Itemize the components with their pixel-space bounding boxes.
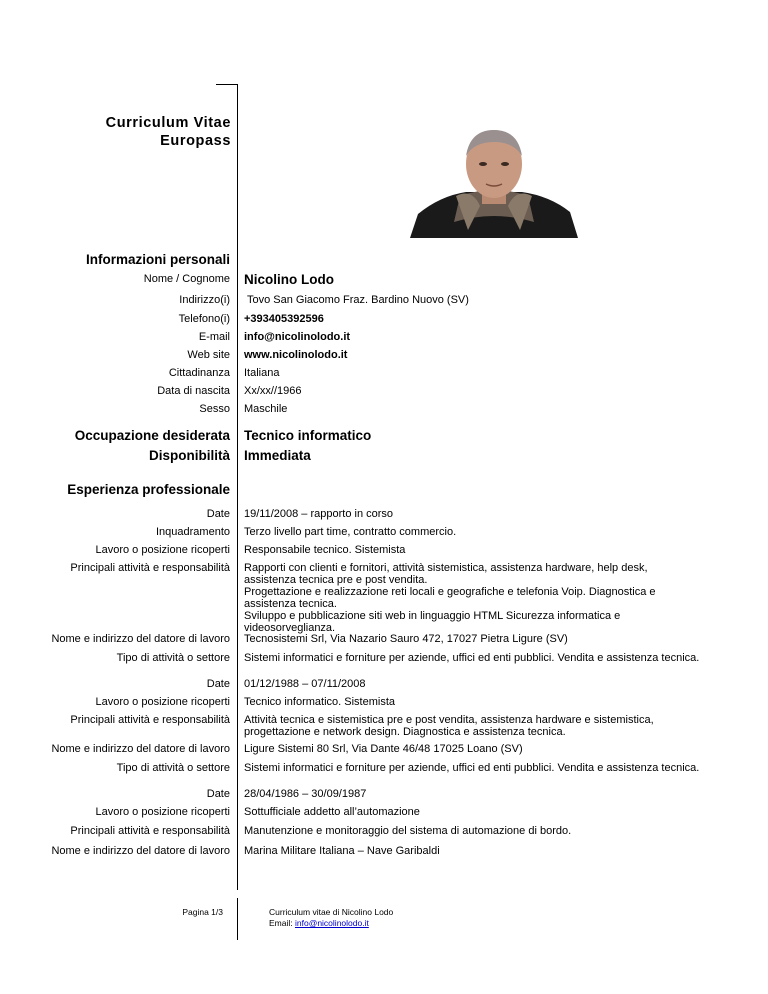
value-phone: +393405392596 <box>244 313 324 325</box>
cv-title-line1: Curriculum Vitae <box>105 115 231 131</box>
job1-employer: Tecnosistemi Srl, Via Nazario Sauro 472, 17027 Pietra Ligure (SV) <box>244 633 568 645</box>
profile-photo <box>410 126 578 238</box>
footer-divider <box>237 898 238 940</box>
job3-employer-label: Nome e indirizzo del datore di lavoro <box>51 845 230 857</box>
job1-date-label: Date <box>206 508 230 520</box>
job1-sector: Sistemi informatici e forniture per aziende, uffici ed enti pubblici. Vendita e assistenza tecnica. <box>244 652 700 664</box>
label-sex: Sesso <box>199 403 230 415</box>
job3-tasks: Manutenzione e monitoraggio del sistema di automazione di bordo. <box>244 825 572 837</box>
job1-sector-label: Tipo di attività o settore <box>116 652 230 664</box>
value-name: Nicolino Lodo <box>244 272 334 287</box>
value-sex: Maschile <box>244 403 288 415</box>
job2-employer-label: Nome e indirizzo del datore di lavoro <box>51 743 230 755</box>
footer-email-label: Email: <box>269 918 295 928</box>
label-address: Indirizzo(i) <box>179 294 230 306</box>
job3-employer: Marina Militare Italiana – Nave Garibaldi <box>244 845 440 857</box>
job1-grade: Terzo livello part time, contratto commercio. <box>244 526 457 538</box>
cv-title-line2: Europass <box>160 133 231 149</box>
page-number: Pagina 1/3 <box>182 907 223 917</box>
cv-title <box>106 114 231 150</box>
job2-date-label: Date <box>206 678 230 690</box>
label-birthdate: Data di nascita <box>157 385 230 397</box>
job1-date: 19/11/2008 – rapporto in corso <box>244 508 394 520</box>
footer-info <box>269 907 393 929</box>
job3-role-label: Lavoro o posizione ricoperti <box>95 806 230 818</box>
footer-email-line <box>269 918 393 929</box>
label-desired-occupation: Occupazione desiderata <box>74 428 230 443</box>
job1-grade-label: Inquadramento <box>156 526 230 538</box>
label-name: Nome / Cognome <box>143 273 230 285</box>
job1-role: Responsabile tecnico. Sistemista <box>244 544 406 556</box>
job3-date-label: Date <box>206 788 230 800</box>
section-personal-info: Informazioni personali <box>85 252 230 267</box>
job1-tasks: Rapporti con clienti e fornitori, attività sistemistica, assistenza hardware, help desk, assistenza tecnica pre e post vendita. Progettazione e realizzazione reti locali e geografiche e telefonia Voip. Diagnostica e assistenza tecnica. Sviluppo e pubblicazione siti web in linguaggio HTML Sicurezza informatica e videosorveglianza. <box>244 562 656 634</box>
value-birthdate: Xx/xx//1966 <box>244 385 302 397</box>
job2-sector: Sistemi informatici e forniture per aziende, uffici ed enti pubblici. Vendita e assistenza tecnica. <box>244 762 700 774</box>
job2-role: Tecnico informatico. Sistemista <box>244 696 395 708</box>
label-availability: Disponibilità <box>149 448 230 463</box>
label-citizenship: Cittadinanza <box>168 367 230 379</box>
vertical-divider <box>237 84 238 890</box>
value-availability: Immediata <box>244 448 311 463</box>
job3-date: 28/04/1986 – 30/09/1987 <box>244 788 367 800</box>
job3-tasks-label: Principali attività e responsabilità <box>70 825 230 837</box>
footer-cv-of: Curriculum vitae di Nicolino Lodo <box>269 907 394 917</box>
job2-tasks-label: Principali attività e responsabilità <box>70 714 230 726</box>
job3-role: Sottufficiale addetto all’automazione <box>244 806 420 818</box>
footer-email-link[interactable]: info@nicolinolodo.it <box>294 918 369 928</box>
label-email: E-mail <box>198 331 230 343</box>
value-address: Tovo San Giacomo Fraz. Bardino Nuovo (SV) <box>247 294 469 306</box>
value-website[interactable]: www.nicolinolodo.it <box>244 349 348 361</box>
job2-date: 01/12/1988 – 07/11/2008 <box>244 678 366 690</box>
job1-role-label: Lavoro o posizione ricoperti <box>95 544 230 556</box>
job1-tasks-label: Principali attività e responsabilità <box>70 562 230 574</box>
value-email[interactable]: info@nicolinolodo.it <box>244 331 351 343</box>
label-website: Web site <box>187 349 230 361</box>
job2-employer: Ligure Sistemi 80 Srl, Via Dante 46/48 17025 Loano (SV) <box>244 743 523 755</box>
value-desired-occupation: Tecnico informatico <box>244 428 372 443</box>
section-experience: Esperienza professionale <box>67 482 230 497</box>
job2-role-label: Lavoro o posizione ricoperti <box>95 696 230 708</box>
job1-employer-label: Nome e indirizzo del datore di lavoro <box>51 633 230 645</box>
job2-tasks: Attività tecnica e sistemistica pre e post vendita, assistenza hardware e sistemistica, progettazione e network design. Diagnostica e assistenza tecnica. <box>244 714 654 738</box>
label-phone: Telefono(i) <box>178 313 230 325</box>
job2-sector-label: Tipo di attività o settore <box>116 762 230 774</box>
header-corner-line <box>216 84 237 85</box>
value-citizenship: Italiana <box>244 367 280 379</box>
